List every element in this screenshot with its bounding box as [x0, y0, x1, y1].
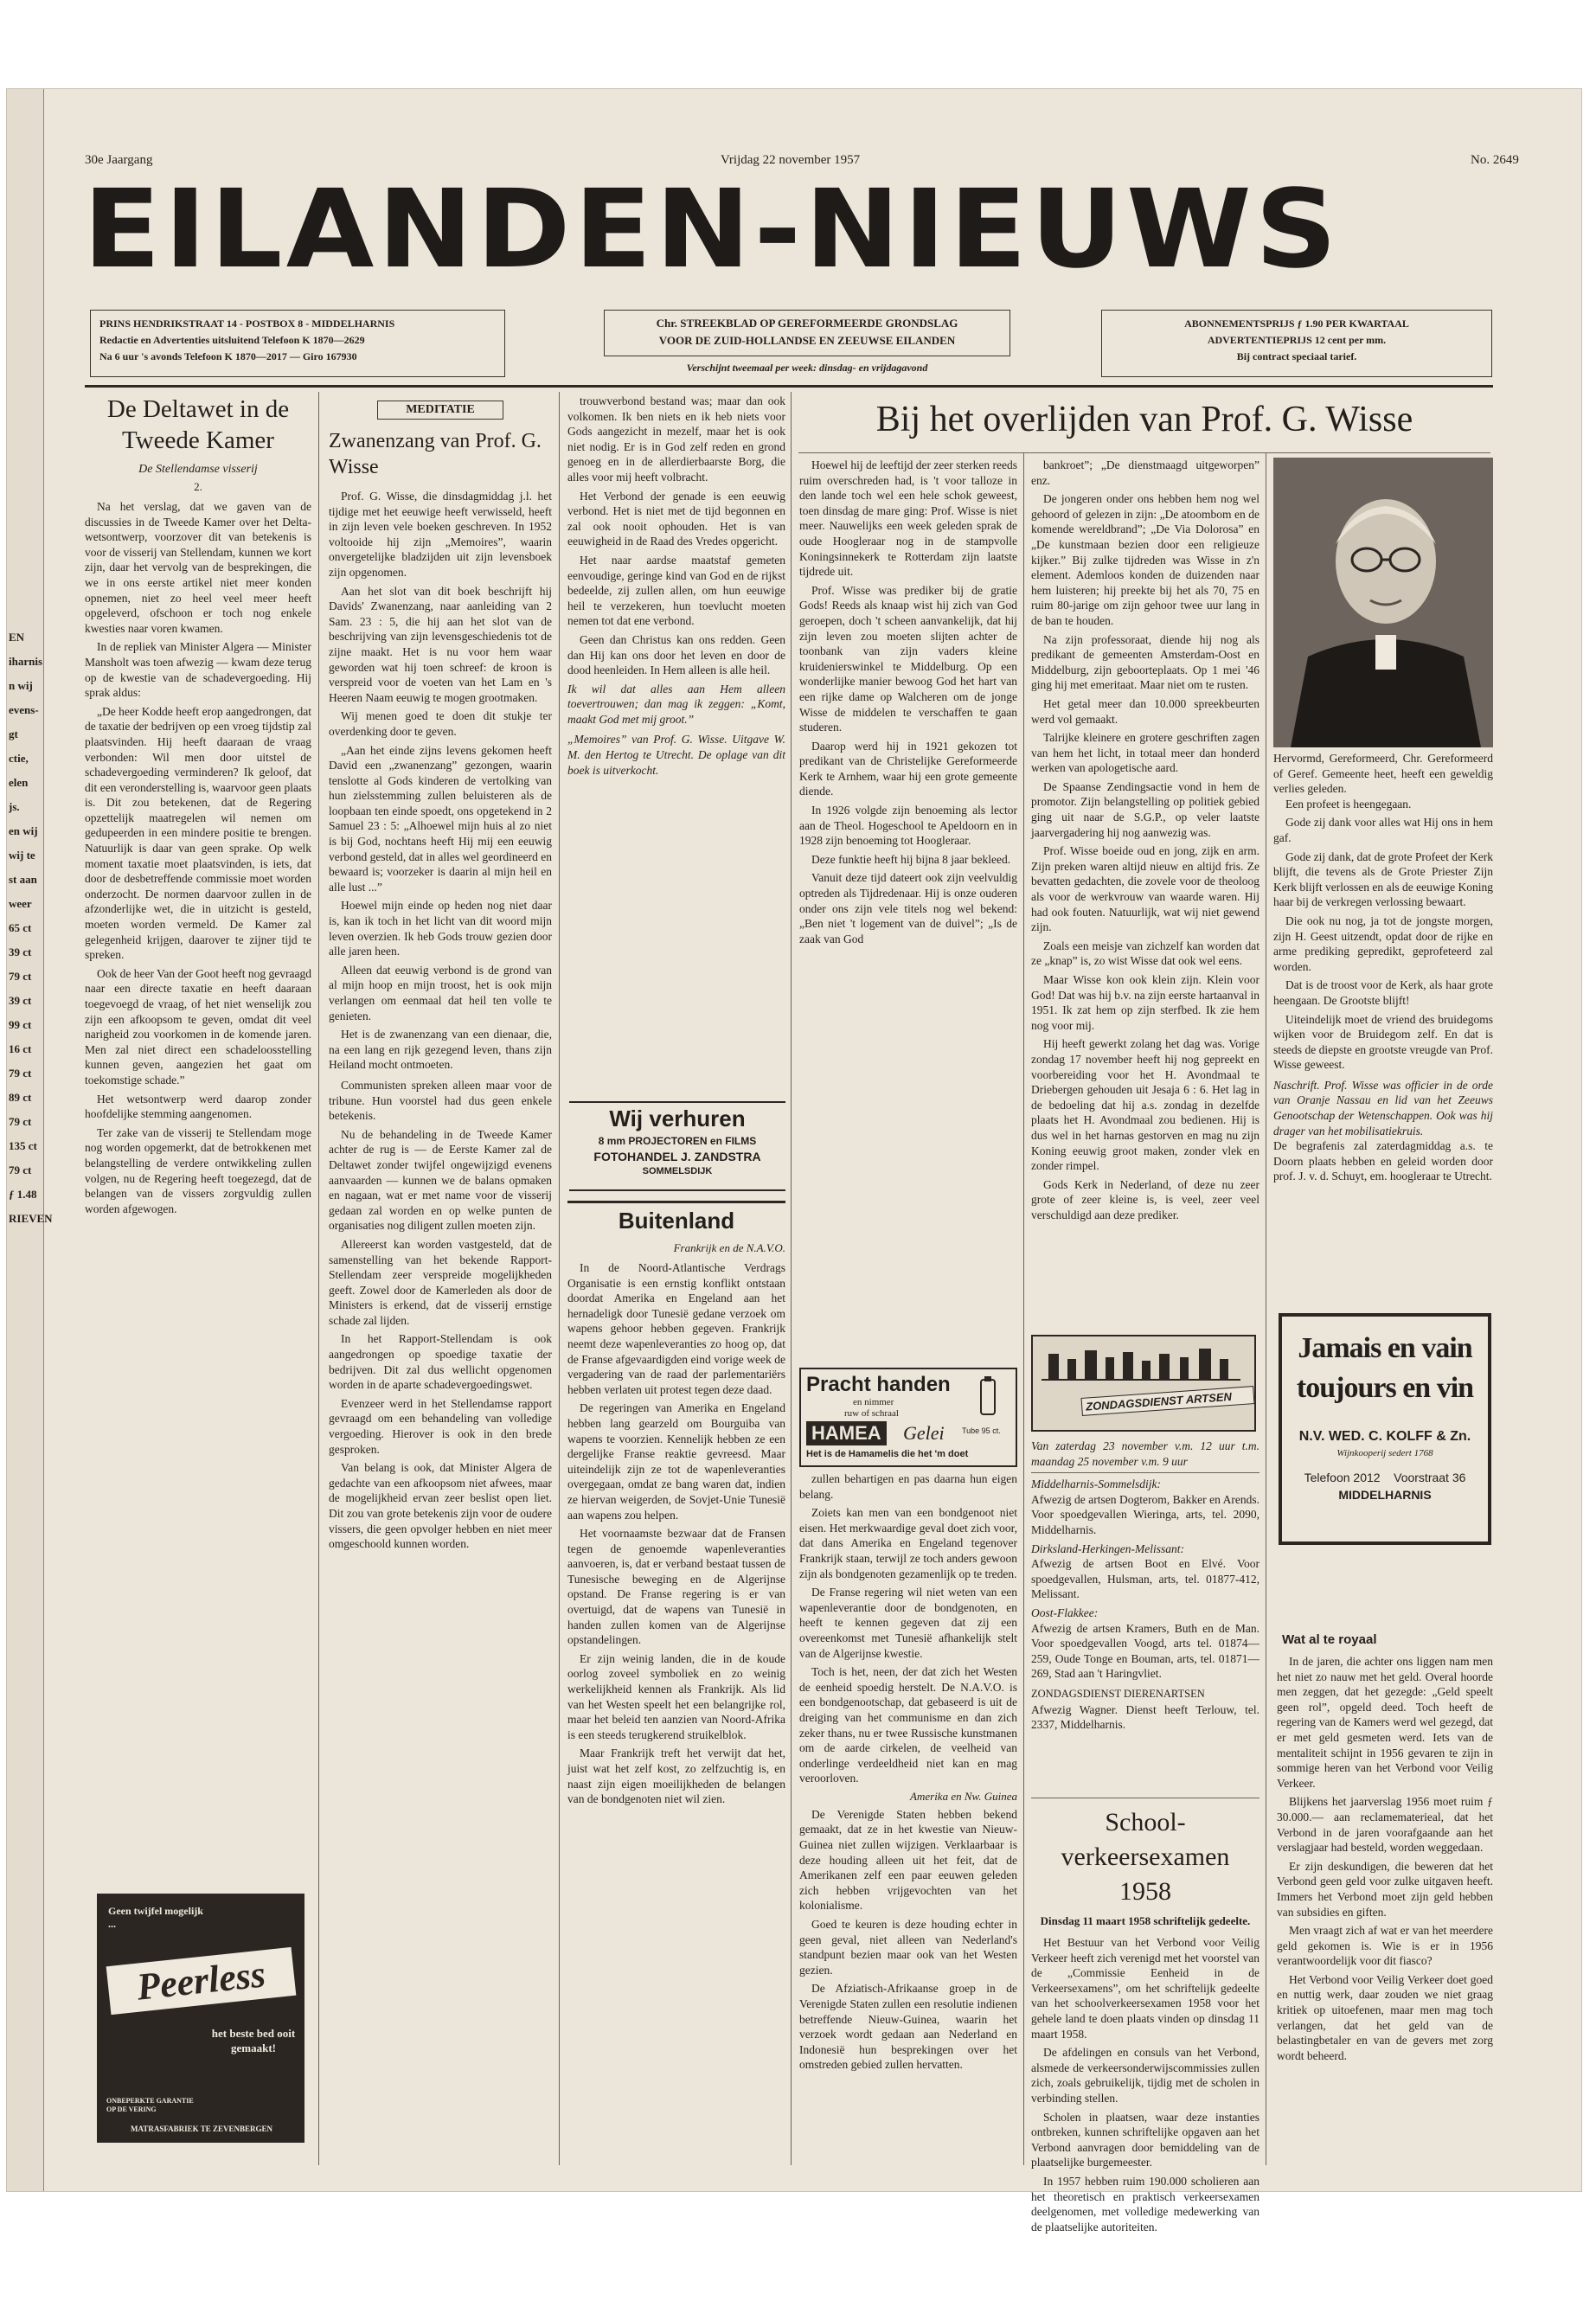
paragraph: De regeringen van Amerika en Engeland hebben lang gearzeld om Bourguiba van wapens te voorzien. Kennelijk hebben ze een dergelijke Franse reaktie gevreesd. Maar uiteindelijk zijn ze tot de wapenleveranties overgegaan, omdat ze bang waren dat, indien ze hiervan weigerden, de Sovjet-Unie Tunesië aan wapens zou helpen. [567, 1401, 785, 1522]
column-rule [559, 392, 560, 2165]
paragraph: In 1957 hebben ruim 190.000 scholieren aan het theoretisch en praktisch verkeersexamen deelgenomen, met volledige medewerking van de plaatselijke autoriteiten. [1031, 2174, 1259, 2234]
paragraph: Maar Wisse kon ook klein zijn. Klein voor God! Dat was hij b.v. na zijn eerste hartaanval in 1951. Ik zat hem op zijn sterfbed. Ik zie hem nog voor mij. [1031, 973, 1259, 1032]
paragraph: trouwverbond bestand was; maar dan ook volkomen. Ik ben niets en ik heb niets voor Gods aangezicht in mezelf, maar het is ook niet nodig. Er is in God zelf reden en grond genoeg en in de allerdierbaarste Borg, die alles voor mij heeft volbracht. [567, 394, 785, 484]
newspaper-page [7, 89, 1581, 2234]
section-text: Afwezig de artsen Kramers, Buth en de Man. Voor spoedgevallen Voogd, arts tel. 01874—259, Oude Tonge en Bouman, arts, tel. 01871—269, Stad aan 't Haringvliet. [1031, 1621, 1259, 1681]
paragraph: Blijkens het jaarverslag 1956 moet ruim ƒ 30.000.— aan reclamematerieal, dat het Verbond in de jaren voorafgaande aan het verslagjaar had besteld, worden weggedaan. [1277, 1795, 1493, 1855]
paragraph: Vanuit deze tijd dateert ook zijn veelvuldig optreden als Tijdredenaar. Hij is onze ouderen onder ons zijn vele titels nog wel bekend: „Ben niet 't logement van de duivel”; „Is de zaak van God [799, 871, 1017, 945]
article-body [799, 1471, 1017, 1786]
paragraph: Na het verslag, dat we gaven van de discussies in de Tweede Kamer over het Delta-wetsontwerp, voorzover dit van betekenis is voor de visserij van Stellendam, kunnen we kort zijn, daar het vervolg van de besprekingen, die we in ons eerste artikel niet meer konden opnemen, niet zo heel veel meer heeft opgeleverd, ofschoon er toch nog enkele kwesties naar voren kwamen. [85, 500, 311, 635]
paragraph: De Afziatisch-Afrikaanse groep in de Verenigde Staten zullen een resolutie indienen betreffende Nieuw-Guinea, waarin het verzoek wordt gedaan aan Nederland en Indonesië hun besprekingen over het omstreden gebied zullen hervatten. [799, 1982, 1017, 2072]
kolff-contact [1282, 1471, 1488, 1484]
address-box [90, 310, 505, 377]
article-body [1031, 458, 1259, 1223]
paragraph: De afdelingen en consuls van het Verbond, alsmede de verkeersonderwijscommissies zullen zich, zoals gebruikelijk, tijdig met de scholen in verbinding stellen. [1031, 2046, 1259, 2105]
frequency-line: Verschijnt tweemaal per week: dinsdag- en vrijdagavond [686, 362, 928, 374]
ad-price: Tube 95 ct. [962, 1426, 1001, 1435]
margin-fragment: elen [9, 776, 29, 789]
signature: „Memoires” van Prof. G. Wisse. Uitgave W. M. den Hertog te Utrecht. De oplage van dit boek is uitverkocht. [567, 733, 785, 777]
funeral-note: De begrafenis zal zaterdagmiddag a.s. te Doorn plaats hebben en geleid worden door prof. J. v. d. Schuyt, em. hoogleraar te Utrecht. [1273, 1139, 1493, 1183]
paragraph: Er zijn weinig landen, die in de koude oorlog zoveel symboliek en zo weinig werkelijkheid kennen als Frankrijk. Als lid van het Westen speelt het een belangrijke rol, maar het beleid ten aanzien van Noord-Afrika is een steeds terugkerend struikelblok. [567, 1651, 785, 1741]
paragraph: Hij heeft gewerkt zolang het dag was. Vorige zondag 17 november heeft hij nog gepreekt en voorbereiding voor het H. Avondmaal te Driebergen gehouden uit Jesaja 6 : 6. Het lag in de bedoeling dat hij a.s. zondag in dezelfde plaats het H. Avondmaal zou bedienen. Hij is dus wel in het harnas gestorven en mag nu zijn Koning eeuwig groot maken, zonder vlek en zonder rimpel. [1031, 1037, 1259, 1173]
tube-icon [974, 1376, 1010, 1420]
margin-fragment: 65 ct [9, 921, 32, 934]
paragraph: Het naar aardse maatstaf gemeten eenvoudige, geringe kind van God en de rijkst bedeelde, zij zullen allen, om hun eeuwige heil te verzekeren, hun toevlucht moeten nemen tot dat ene verbond. [567, 553, 785, 628]
section-title: Oost-Flakkee: [1031, 1606, 1099, 1619]
masthead-title: EILANDEN-NIEUWS [83, 167, 1341, 292]
paragraph: bankroet”; „De dienstmaagd uitgeworpen” enz. [1031, 458, 1259, 487]
paragraph: Het Bestuur van het Verbond voor Veilig Verkeer heeft zich verenigd met het voorstel van de „Commissie Eenheid in de Verkeersexamens”, om het schriftelijk gedeelte van het schoolverkeersexamen 1958 voor het gehele land te doen plaats vinden op dinsdag 11 maart 1958. [1031, 1936, 1259, 2041]
ad-brand: HAMEA [806, 1421, 887, 1445]
col4-text [799, 458, 1017, 1375]
paragraph: Aan het slot van dit boek beschrijft hij Davids' Zwanenzang, naar aanleiding van 2 Sam. 23 : 5, die hij aan het slot van de beschrijving van zijn levensgeschiedenis tot de zijne maakt. Het is nu voor hem waar geworden wat hij toen schreef: de kroon is verspreid voor de voeten van het Lam en 's Heeren Naam eeuwig te mogen grootmaken. [329, 584, 552, 704]
margin-fragment: gt [9, 727, 18, 740]
paragraph: Ook de heer Van der Goot heeft nog gevraagd naar een directe taxatie en heeft daaraan toegevoegd de vraag, of het niet wenselijk zou zijn een afkoopsom te geven, omdat dit veel narigheid zou voorkomen in de komende jaren. Men zal niet direct een schadeloosstelling kunnen geven, aangezien het gaat om toekomstige schade.” [85, 966, 311, 1086]
paragraph: Prof. Wisse boeide oud en jong, zijk en arm. Zijn preken waren altijd nieuw en altijd fris. Ze bevatten gedachten, die zovele voor de theoloog als voor de werkvrouw van waarde waren. Hij had ook fouten. Natuurlijk, wat wij niet gewend zijn. [1031, 844, 1259, 934]
dierenartsen-text: Afwezig Wagner. Dienst heeft Terlouw, tel. 2337, Middelharnis. [1031, 1702, 1259, 1732]
margin-fragment: RIEVEN [9, 1212, 53, 1225]
zondagsdienst-period: Van zaterdag 23 november v.m. 12 uur t.m. maandag 25 november v.m. 9 uur [1031, 1439, 1259, 1473]
paragraph: Goed te keuren is deze houding echter in geen geval, niet alleen van Nederland's standpunt bezien maar ook van het Westen gezien. [799, 1918, 1017, 1977]
zondagsdienst-block [1031, 1335, 1259, 1793]
paragraph: Wij menen goed te doen dit stukje ter overdenking door te geven. [329, 709, 552, 738]
ad-line: FOTOHANDEL J. ZANDSTRA [593, 1150, 761, 1163]
kolff-phone: Telefoon 2012 [1304, 1471, 1381, 1484]
paragraph: Toch is het, neen, der dat zich het Westen de eenheid spoedig herstelt. De N.A.V.O. is een bondgenootschap, dat gebaseerd is uit de dreiging van het communisme en dan zich zeker thans, nu er twee Russische kunstmanen om de aarde cirkelen, de veelheid van onderlinge verdeeldheid niet kan en mag veroorloven. [799, 1665, 1017, 1785]
paragraph: Nu de behandeling in de Tweede Kamer achter de rug is — de Eerste Kamer zal de Deltawet zonder twijfel ongewijzigd evenens aanvaarden — kunnen we de balans opmaken en nagaan, wat er met name voor de visserij gedaan zal worden en op welke punten de organisaties nog diligent zullen moeten zijn. [329, 1127, 552, 1233]
paper-type-box [604, 310, 1010, 356]
examen-article [1031, 1798, 1259, 2234]
margin-fragment: js. [9, 800, 20, 813]
paragraph: Alleen dat eeuwig verbond is de grond van al mijn hoop en mijn troost, het is ook mijn verlangen om eenmaal dat heil ten volle te genieten. [329, 963, 552, 1022]
ad-line: en nimmer [853, 1397, 894, 1407]
paragraph: Een profeet is heengegaan. [1285, 797, 1412, 811]
margin-fragment: 135 ct [9, 1139, 37, 1152]
paragraph: Hoewel mijn einde op heden nog niet daar is, kan ik toch in het licht van dit woord mijn leven overzien. Ik heb Gods trouw gezien door alle jaren heen. [329, 899, 552, 958]
paragraph: Gode zij dank voor alles wat Hij ons in hem gaf. [1273, 816, 1493, 844]
article-body [329, 489, 552, 1073]
pharmacy-shelves-icon [1033, 1336, 1251, 1388]
paragraph: Talrijke kleinere en grotere geschriften zagen van hem het licht, in totaal meer dan honderd werken van apologetische aard. [1031, 731, 1259, 775]
article-body [567, 394, 785, 678]
paragraph: Men vraagt zich af wat er van het meerdere geld gekomen is. Wie is er in 1956 verantwoordelijk voor dit fiasco? [1277, 1924, 1493, 1968]
margin-fragment-list [9, 625, 53, 1231]
ad-line: het beste bed ooit gemaakt! [211, 2027, 296, 2054]
article-body [799, 458, 1017, 946]
section-subtitle: Amerika en Nw. Guinea [910, 1789, 1017, 1803]
ad-title: Wij verhuren [609, 1106, 746, 1131]
margin-fragment: 39 ct [9, 994, 32, 1007]
portrait-photo [1273, 458, 1493, 747]
paragraph: De Verenigde Staten hebben bekend gemaakt, dat ze in het kwestie van Nieuw-Guinea niet zullen wijzigen. Verklaarbaar is deze houding alleen uit het feit, dat de Amerikanen zelf een paar eeuwen geleden zich hebben vrijgevochten van het kolonialisme. [799, 1807, 1017, 1913]
kolff-since: Wijnkooperij sedert 1768 [1336, 1448, 1433, 1458]
margin-fragment: evens- [9, 703, 39, 716]
paragraph: Het getal meer dan 10.000 spreekbeurten werd vol gemaakt. [1031, 696, 1259, 726]
paragraph: In de Noord-Atlantische Verdrags Organisatie is een ernstig konflikt ontstaan doordat Amerika en Engeland aan het hernadeligk door Tunesië gedane verzoek om wapens gehoor hebben gegeven. Frankrijk neemt deze wapenleveranties zo hoog op, dat de Franse afgevaardigden eind vorige week de vergadering van de raad der parlementariërs hebben verlaten uit protest tegen deze daad. [567, 1261, 785, 1396]
article-subtitle: De Stellendamse visserij [138, 463, 258, 476]
margin-fragment: ƒ 1.48 [9, 1188, 37, 1201]
paragraph: De Franse regering wil niet weten van een wapenleverantie door de bondgenoten, en heeft te kennen gegeven dat zij een overeenkomst met Tunesië afhankelijk stelt van de Algerijnse kwestie. [799, 1586, 1017, 1660]
paragraph: „De heer Kodde heeft erop aangedrongen, dat de taxatie der bedrijven op een vroeg tijdstip zal plaatsvinden. Hij heeft daaraan de vraag verbonden: Wil men door uitstel de schadevergoeding verminderen? Ik geloof, dat dit een veronderstelling is, waarvoor geen plaats is. Dit zou betekenen, dat de Regering opzettelijk maatregelen wil nemen om gedupeerden in een mindere positie te brengen. Natuurlijk is daar van geen sprake. Op welk moment taxatie moet plaatsvinden, is iets, dat door de desbetreffende commissie moet worden onderzocht. De normen daarvoor zullen in de afzonderlijke wet, die in uitzicht is gesteld, moeten worden vermeld. De Kamer zal gelegenheid krijgen, daarover te zijner tijd te spreken. [85, 704, 311, 962]
article-body [329, 1078, 552, 1552]
paragraph: In de jaren, die achter ons liggen nam men het niet zo nauw met het geld. Overal hoorde men zeggen, dat het gezegde: „Geld speelt geen rol”, opgeld deed. Toch heeft de regering van de Kamers werd wel gezegd, dat er met geld gesmeten werd. Iets van de mentaliteit schijnt in 1956 gevaren te zijn in sommige heren van het Verbond voor Veilig Verkeer. [1277, 1655, 1493, 1790]
ad-line: ruw of schraal [844, 1408, 899, 1419]
paper-type-line: Chr. STREEKBLAD OP GEREFORMEERDE GRONDSLAG [656, 317, 958, 330]
meditatie-article [329, 401, 552, 2157]
margin-fragment: ctie, [9, 752, 29, 765]
paragraph: Deze funktie heeft hij bijna 8 jaar bekleed. [811, 852, 1011, 866]
kolff-city: MIDDELHARNIS [1338, 1488, 1432, 1502]
paragraph: Evenzeer werd in het Stellendamse rapport gevraagd om een behandeling van volledige vergoeding. Hierover is ook in den brede gesproken. [329, 1396, 552, 1456]
paragraph: Zoiets kan men van een bondgenoot niet eisen. Het merkwaardige geval doet zich voor, dat dans Amerika en Engeland tegenover Frankrijk staan, terwijl ze toch anders gewoon zijn als bondgenoten gezamenlijk op te treden. [799, 1506, 1017, 1580]
paragraph: Uiteindelijk moet de vriend des bruidegoms wijken voor de Bruidegom zelf. En dat is steeds de diepste en grootste vreugde van Prof. Wisse geweest. [1273, 1012, 1493, 1072]
margin-fragments [7, 89, 53, 2191]
buitenland-article [567, 1201, 785, 2161]
paragraph: In 1926 volgde zijn benoeming als lector aan de Theol. Hogeschool te Apeldoorn en in 1928 zijn benoeming tot Hoogleraar. [799, 804, 1017, 848]
peerless-ad [97, 1894, 304, 2143]
section-text: Afwezig de artsen Dogterom, Bakker en Arends. Voor spoedgevallen Wieringa, arts, tel. 2090, Middelharnis. [1031, 1492, 1259, 1536]
margin-fragment: EN [9, 631, 25, 644]
paragraph: Het Verbond voor Veilig Verkeer doet goed en nuttig werk, daar zouden we niet graag kritiek op uitoefenen, maar men mag toch verlangen, dat het geld van de belastingbetaler en van de gevers met zorg wordt beheerd. [1277, 1972, 1493, 2062]
section-title: Dirksland-Herkingen-Melissant: [1031, 1541, 1184, 1555]
meditatie-label: MEDITATIE [377, 401, 503, 420]
margin-fragment: weer [9, 897, 32, 910]
article-part: 2. [194, 480, 202, 493]
paragraph: Maar Frankrijk treft het verwijt dat het, juist wat het zelf kost, zo zelfzuchtig is, en naast zijn eigen moeilijkheden de belangen van de bondgenoten niet wil zien. [567, 1747, 785, 1806]
margin-fragment: wij te [9, 849, 35, 862]
margin-fragment: 39 ct [9, 945, 32, 958]
margin-fragment: 99 ct [9, 1018, 32, 1031]
naschrift: Naschrift. Prof. Wisse was officier in de orde van Oranje Nassau en lid van het Zeeuws Genootschap der Wetenschappen. Ook was hij drager van het mobilisatiekruis. [1273, 1078, 1493, 1138]
kolff-company: N.V. WED. C. KOLFF & Zn. [1298, 1429, 1471, 1444]
examen-subtitle: Dinsdag 11 maart 1958 schriftelijk gedeelte. [1040, 1914, 1251, 1927]
zondagsdienst-illustration [1031, 1335, 1256, 1432]
peerless-logo: Peerless [106, 1947, 297, 2015]
ad-line: SOMMELSDIJK [642, 1166, 713, 1176]
paragraph: zullen behartigen en pas daarna hun eigen belang. [799, 1472, 1017, 1501]
volume-label: 30e Jaargang [85, 153, 153, 167]
royaal-title: Wat al te royaal [1282, 1632, 1377, 1647]
quote-end: Ik wil dat alles aan Hem alleen toevertrouwen; dan mag ik zeggen: „Komt, maakt God met mij groot.” [567, 682, 785, 726]
margin-fragment: 79 ct [9, 1115, 32, 1128]
margin-fragment: 79 ct [9, 970, 32, 983]
buitenland-subtitle: Frankrijk en de N.A.V.O. [673, 1241, 785, 1254]
article-title: De Deltawet in de Tweede Kamer [106, 395, 290, 454]
col3-continuation [567, 394, 785, 1094]
paragraph: Daarop werd hij in 1921 gekozen tot predikant van de Christelijke Gereformeerde Kerk te Arnhem, waar hij een grote gemeente diende. [799, 739, 1017, 798]
paragraph: Communisten spreken alleen maar voor de tribune. Hun voorstel had dus geen enkele betekenis. [329, 1078, 552, 1123]
kolff-address: Voorstraat 36 [1394, 1471, 1466, 1484]
paragraph: Het wetsontwerp werd daarop zonder hoofdelijke stemming aangenomen. [85, 1092, 311, 1121]
margin-fragment: n wij [9, 679, 33, 692]
col4-bottom [799, 1471, 1017, 2163]
ad-product: Gelei [903, 1422, 945, 1444]
ad-slogan: Het is de Hamamelis die het 'm doet [806, 1449, 969, 1459]
portrait-caption-area [1273, 458, 1493, 1375]
paragraph: In de repliek van Minister Algera — Minister Mansholt was toen afwezig — kwam deze terug op de kwestie van de schadevergoeding. Hij sprak aldus: [85, 640, 311, 700]
margin-fragment: st aan [9, 873, 37, 886]
col5-text [1031, 458, 1259, 1333]
paragraph: Het is de zwanenzang van een dienaar, die, na een lang en rijk gezegend leven, thans zijn Heiland mocht ontmoeten. [329, 1028, 552, 1072]
royaal-article [1277, 1629, 1493, 2165]
margin-fragment: 79 ct [9, 1067, 32, 1080]
margin-fragment: iharnis [9, 655, 43, 668]
ad-line: MATRASFABRIEK TE ZEVENBERGEN [130, 2125, 273, 2133]
dierenartsen-title: ZONDAGSDIENST DIERENARTSEN [1031, 1687, 1205, 1700]
issue-date: Vrijdag 22 november 1957 [721, 153, 861, 167]
margin-fragment: 89 ct [9, 1091, 32, 1104]
paragraph: Allereerst kan worden vastgesteld, dat de samenstelling van het bekende Rapport-Stellendam zeer verspreide mogelijkheden geeft. Zowel door de Kamerleden als door de Ministers is erkend, dat de visserij ernstige schade zal lijden. [329, 1237, 552, 1327]
masthead-rule [85, 385, 1493, 388]
zandstra-ad [569, 1101, 785, 1191]
zondagsdienst-box-label: ZONDAGSDIENST ARTSEN [1081, 1386, 1255, 1416]
kolff-slogan: toujours en vin [1296, 1372, 1474, 1404]
paragraph: Er zijn deskundigen, die beweren dat het Verbond geen geld voor zulke uitgaven heeft. Immers het Verbond moet zijn geld hebben van subsidies en giften. [1277, 1859, 1493, 1919]
article-body [1031, 1935, 1259, 2234]
margin-fragment: 16 ct [9, 1042, 32, 1055]
paragraph: De jongeren onder ons hebben hem nog wel gehoord of gelezen in zijn: „De atoombom en de komende wereldbrand”; „De Via Dolorosa” en „De kunstmaan bezien door een religieuze kijker.” Bij zulke tijdreden was Wisse in z'n element. Ademloos konden de duizenden naar hem luisteren; hij preekte bij het als 70, 75 en ruim 80-jarige om zijn gehoor twee uur lang in de ban te houden. [1031, 492, 1259, 627]
ad-line: 8 mm PROJECTOREN en FILMS [598, 1135, 757, 1147]
headline-rule [798, 452, 1490, 453]
hamea-ad [799, 1368, 1017, 1467]
paragraph: Geen dan Christus kan ons redden. Geen dan Hij kan ons door het leven en door de dood heenleiden. In Hem alleen is alle heil. [567, 632, 785, 677]
issue-number: No. 2649 [1471, 153, 1519, 167]
paragraph: Prof. Wisse was prediker bij de gratie Gods! Reeds als knaap wist hij zich van God geroepen, doch 't scheen aanvankelijk, dat hij zijn leven zou moeten slijten achter de toonbank van zijn vaders kleine kruidenierswinkel te Middelburg. Op een wonderlijke manier bewoog God het hart van een rijke dame op Walcheren om de jonge Wisse de middelen te verschaffen te gaan studeren. [799, 583, 1017, 734]
article-body [567, 1260, 785, 1807]
column-rule [791, 392, 792, 2165]
paragraph: Het voornaamste bezwaar dat de Fransen tegen de genoemde wapenleveranties aanvoeren, is, dat er verband bestaat tussen de Tunesische beweging en de Algerijnse opstand. De Franse regering is er van overtuigd, dat de wapens van Tunesië in handen zullen komen van de Algerijnse opstandelingen. [567, 1527, 785, 1647]
paragraph: Scholen in plaatsen, waar deze instanties ontbreken, kunnen schriftelijke opgaven aan het Verbond aanvragen door bemiddeling van de plaatselijke burgemeester. [1031, 2110, 1259, 2170]
address-line: PRINS HENDRIKSTRAAT 14 - POSTBOX 8 - MIDDELHARNIS [99, 317, 395, 330]
portrait-caption: Hervormd, Gereformeerd, Chr. Gereformeerd of Geref. Gemeente heet, heeft een geweldig verlies geleden. [1273, 752, 1493, 796]
margin-fragment: 79 ct [9, 1163, 32, 1176]
kolff-ad [1279, 1313, 1491, 1545]
paragraph: Ter zake van de visserij te Stellendam moge nog worden opgemerkt, dat de betrokkenen met belangstelling de verdere ontwikkeling zullen volgen, nu de Regering heeft toegezegd, dat de belangen van de vissers zorgvuldig zullen worden afgewogen. [85, 1125, 311, 1215]
zondagsdienst-sections [1031, 1477, 1259, 1682]
paragraph: De Spaanse Zendingsactie vond in hem de promotor. Zijn belangstelling op politiek gebied ging uit naar de S.G.P., op veler laatste jaarvergadering hij nog aanwezig was. [1031, 779, 1259, 839]
margin-fragment: en wij [9, 824, 38, 837]
paragraph: Zoals een meisje van zichzelf kan worden dat ze „knap” is, zo wist Wisse dat ook wel eens. [1031, 939, 1259, 968]
paper-type-line: VOOR DE ZUID-HOLLANDSE EN ZEEUWSE EILANDEN [658, 334, 956, 347]
deltawet-article [85, 394, 311, 1864]
meditatie-title: Zwanenzang van Prof. G. Wisse [329, 430, 542, 478]
address-line: Na 6 uur 's avonds Telefoon K 1870—2017 — Giro 167930 [99, 350, 357, 362]
paragraph: Dat is de troost voor de Kerk, als haar grote heengaan. De Grootste blijft! [1273, 978, 1493, 1007]
ad-line: Pracht handen [806, 1373, 951, 1396]
paragraph: „Aan het einde zijns levens gekomen heeft David een „zwanenzang” gezongen, waarin tenslotte al Gods kinderen de vertolking van hun zielsstemming zullen beluisteren als de loopbaan ten einde spoedt, ons opgetekend in 2 Samuel 23 : 5: „Alhoewel mijn huis al zo niet is bij God, nochtans heeft Hij mij een eeuwig verbond gesteld, dat in alles wel geordineerd en bewaard is; voorzeker is daarin al mijn heil en alle lust ...” [329, 743, 552, 894]
section-title: Middelharnis-Sommelsdijk: [1031, 1477, 1161, 1491]
buitenland-title: Buitenland [567, 1201, 785, 1236]
subscription-line: ADVERTENTIEPRIJS 12 cent per mm. [1207, 334, 1387, 346]
paragraph: Gode zij dank, dat de grote Profeet der Kerk blijft, die tevens als de Grote Priester Zijn Kerk blijft verlossen en als de eeuwige Koning haar bij de verkregen verlossing bewaart. [1273, 849, 1493, 909]
article-body [1277, 1654, 1493, 2063]
subscription-line: Bij contract speciaal tarief. [1236, 350, 1357, 362]
portrait-icon [1273, 458, 1493, 747]
column-rule [318, 392, 319, 2165]
paragraph: In het Rapport-Stellendam is ook aangedrongen op spoedige taxatie der bedrijven. Dit zal dus wellicht opgenomen worden in de aparte schadevergoedingswet. [329, 1332, 552, 1392]
paragraph: Prof. G. Wisse, die dinsdagmiddag j.l. het tijdige met het eeuwige heeft verwisseld, heeft in zijn leven vele boeken geschreven. In 1952 voltooide hij zijn „Memoires”, waarin onvergetelijke bladzijden uit zijn levensboek zijn opgenomen. [329, 490, 552, 579]
article-body [1273, 797, 1493, 1073]
paragraph: Van belang is ook, dat Minister Algera de gedachte van een afkoopsom niet afwees, maar de mogelijkheid ervan zeer beslist open liet. Dit zou van grote betekenis zijn voor de oudere vissers, die geen opvolger hebben en niet meer omgeschoold kunnen worden. [329, 1461, 552, 1551]
column-rule [1023, 452, 1024, 2165]
paragraph: Hoewel hij de leeftijd der zeer sterken reeds ruim overschreden had, is 't voor talloze in den lande toch wel een hele schok geweest, toen dinsdag de mare ging: Prof. Wisse is niet meer. Nauwelijks een week geleden sprak de oude Hoogleraar nog in de stampvolle Koningsinnekerk te Rotterdam zijn laatste tijdrede uit. [799, 458, 1018, 579]
section-text: Afwezig de artsen Boot en Elvé. Voor spoedgevallen, Hulsman, arts, tel. 01877-412, Melissant. [1031, 1557, 1259, 1601]
paragraph: Gods Kerk in Nederland, of deze nu zeer grote of zeer kleine is, is veel, zeer veel verschuldigd aan deze prediker. [1031, 1177, 1259, 1221]
article-body [85, 499, 311, 1216]
subscription-box [1101, 310, 1492, 377]
examen-title: School-verkeersexamen 1958 [1061, 1808, 1230, 1906]
kolff-slogan: Jamais en vain [1298, 1332, 1472, 1364]
paragraph: Het Verbond der genade is een eeuwig verbond. Het is niet met de tijd begonnen en zal ook nooit ophouden. Het is van eeuwigheid in de Raad des Vredes opgericht. [567, 489, 785, 548]
paragraph: Die ook nu nog, ja tot de jongste morgen, zijn H. Geest uitzendt, opdat door de rijke en arme prediking gepredikt, geprofeteerd zal worden. [1273, 913, 1493, 973]
subscription-line: ABONNEMENTSPRIJS ƒ 1.90 PER KWARTAAL [1184, 317, 1409, 330]
ad-line: Geen twijfel mogelijk ... [108, 1905, 203, 1930]
ad-line: ONBEPERKTE GARANTIE OP DE VERING [106, 2097, 194, 2113]
article-body [799, 1807, 1017, 2073]
address-line: Redactie en Advertenties uitsluitend Telefoon K 1870—2629 [99, 334, 365, 346]
paragraph: Na zijn professoraat, diende hij nog als predikant de gemeenten Amsterdam-Oost en Middelburg, zijn geboorteplaats. Op 1 mei '46 ging hij met emeritaat. Maar niet om te rusten. [1031, 632, 1259, 692]
wisse-headline: Bij het overlijden van Prof. G. Wisse [875, 400, 1413, 439]
